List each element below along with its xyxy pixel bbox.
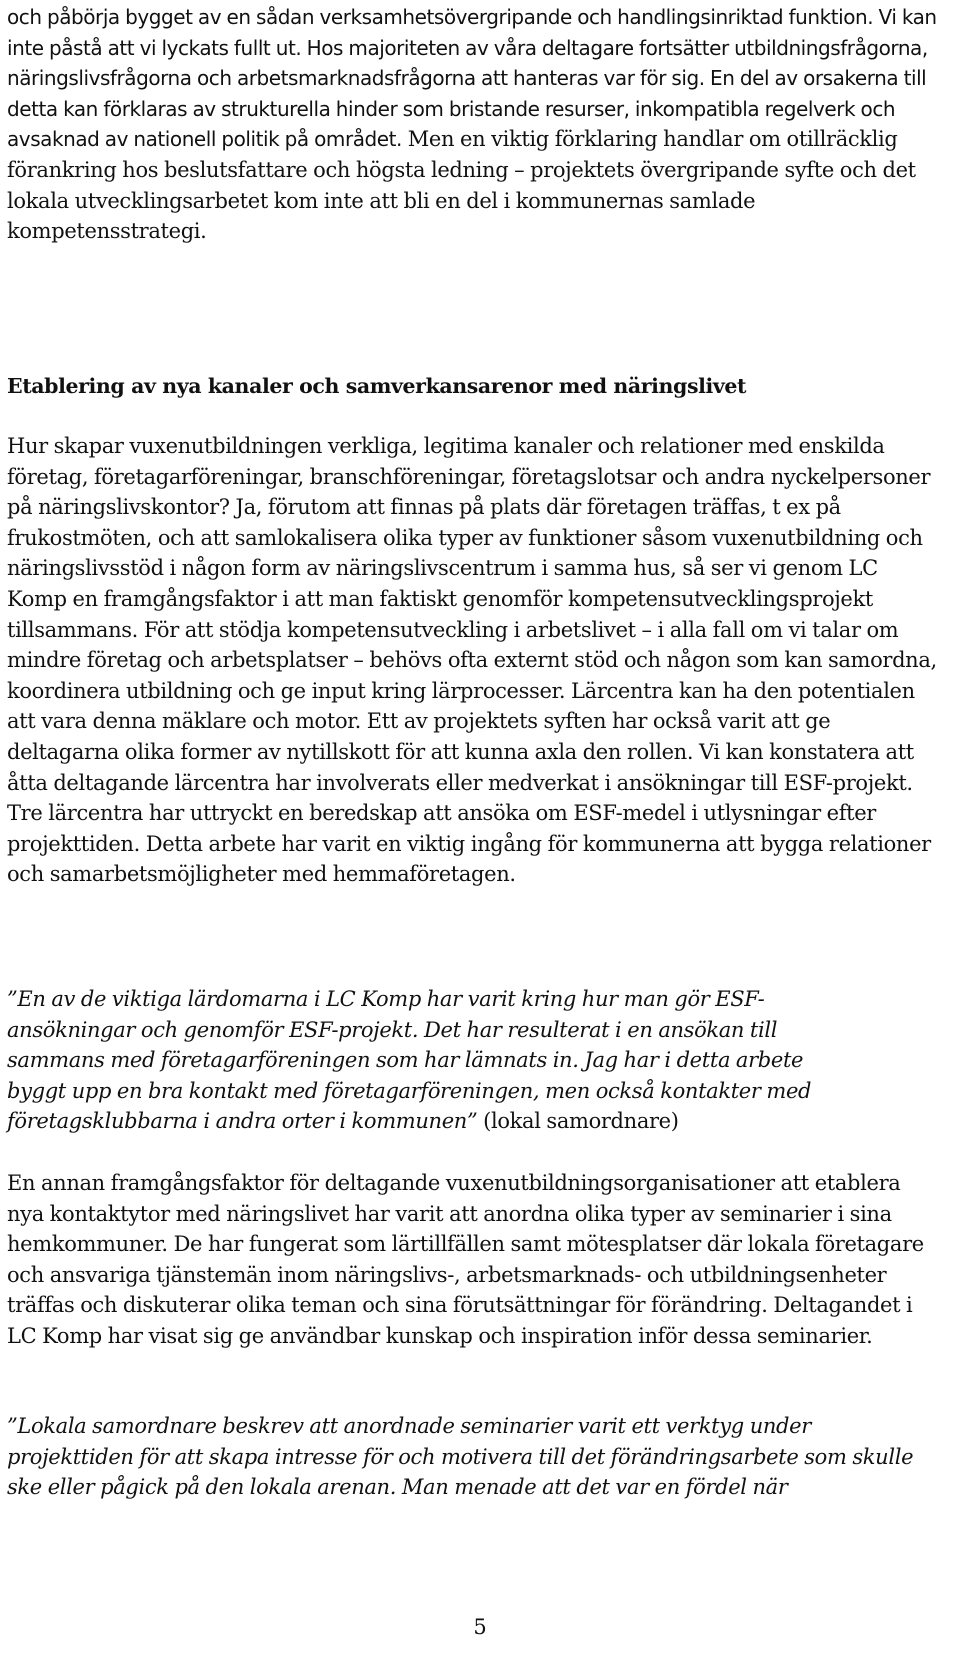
quote-attribution-1: (lokal samordnare): [477, 1109, 679, 1134]
quote-text-1: ”En av de viktiga lärdomarna i LC Komp har varit kring hur man gör ESF-ansökningar och genomför ESF-projekt. Det har resulterat i en ansökan till sammans med företagarföreningen som har lämnats in. Jag har i detta arbete byggt upp en bra kontakt med företagarföreningen, men också kontakter med företagsklubbarna i andra orter i kommunen”: [7, 987, 812, 1134]
intro-paragraph-sans-part: och påbörja bygget av en sådan verksamhetsövergripande och handlingsinriktad funktion. Vi kan inte påstå att vi lyckats fullt ut. Hos majoriteten av våra deltagare fortsätter utbildningsfrågorna, näringslivsfrågorna och arbetsmarknadsfrågorna att hanteras var för sig. En del av orsakerna till detta kan förklaras av strukturella hinder som bristande resurser, inkompatibla regelverk och avsaknad av nationell politik på området.: [7, 5, 937, 152]
intro-paragraph-serif-part: Men en viktig förklaring handlar om otillräcklig förankring hos beslutsfattare och högsta ledning – projektets övergripande syfte och det lokala utvecklingsarbetet kom inte att bli en del i kommunernas samlade kompetensstrategi.: [7, 127, 916, 244]
page-number: 5: [473, 1615, 487, 1639]
intro-paragraph: [7, 2, 953, 247]
section-heading: Etablering av nya kanaler och samverkansarenor med näringslivet: [7, 374, 747, 398]
quote-paragraph-2: ”Lokala samordnare beskrev att anordnade seminarier varit ett verktyg under projekttiden för att skapa intresse för och motivera till det förändringsarbete som skulle ske eller pågick på den lokala arenan. Man menade att det var en fördel när: [7, 1414, 914, 1500]
body-paragraph-2: En annan framgångsfaktor för deltagande vuxenutbildningsorganisationer att etablera nya kontaktytor med näringslivet har varit att anordna olika typer av seminarier i sina hemkommuner. De har fungerat som lärtillfällen samt mötesplatser där lokala företagare och ansvariga tjänstemän inom näringslivs-, arbetsmarknads- och utbildningsenheter träffas och diskuterar olika teman och sina förutsättningar för förändring. Deltagandet i LC Komp har visat sig ge användbar kunskap och inspiration inför dessa seminarier.: [7, 1171, 924, 1348]
quote-paragraph-1: [7, 984, 867, 1137]
body-paragraph-1: Hur skapar vuxenutbildningen verkliga, legitima kanaler och relationer med enskilda företag, företagarföreningar, branschföreningar, företagslotsar och andra nyckelpersoner på näringslivskontor? Ja, förutom att finnas på plats där företagen träffas, t ex på frukostmöten, och att samlokalisera olika typer av funktioner såsom vuxenutbildning och näringslivsstöd i någon form av näringslivscentrum i samma hus, så ser vi genom LC Komp en framgångsfaktor i att man faktiskt genomför kompetensutvecklingsprojekt tillsammans. För att stödja kompetensutveckling i arbetslivet – i alla fall om vi talar om mindre företag och arbetsplatser – behövs ofta externt stöd och någon som kan samordna, koordinera utbildning och ge input kring lärprocesser. Lärcentra kan ha den potentialen att vara denna mäklare och motor. Ett av projektets syften har också varit att ge deltagarna olika former av nytillskott för att kunna axla den rollen. Vi kan konstatera att åtta deltagande lärcentra har involverats eller medverkat i ansökningar till ESF-projekt. Tre lärcentra har uttryckt en beredskap att ansöka om ESF-medel i utlysningar efter projekttiden. Detta arbete har varit en viktig ingång för kommunerna att bygga relationer och samarbetsmöjligheter med hemmaföretagen.: [7, 434, 937, 887]
